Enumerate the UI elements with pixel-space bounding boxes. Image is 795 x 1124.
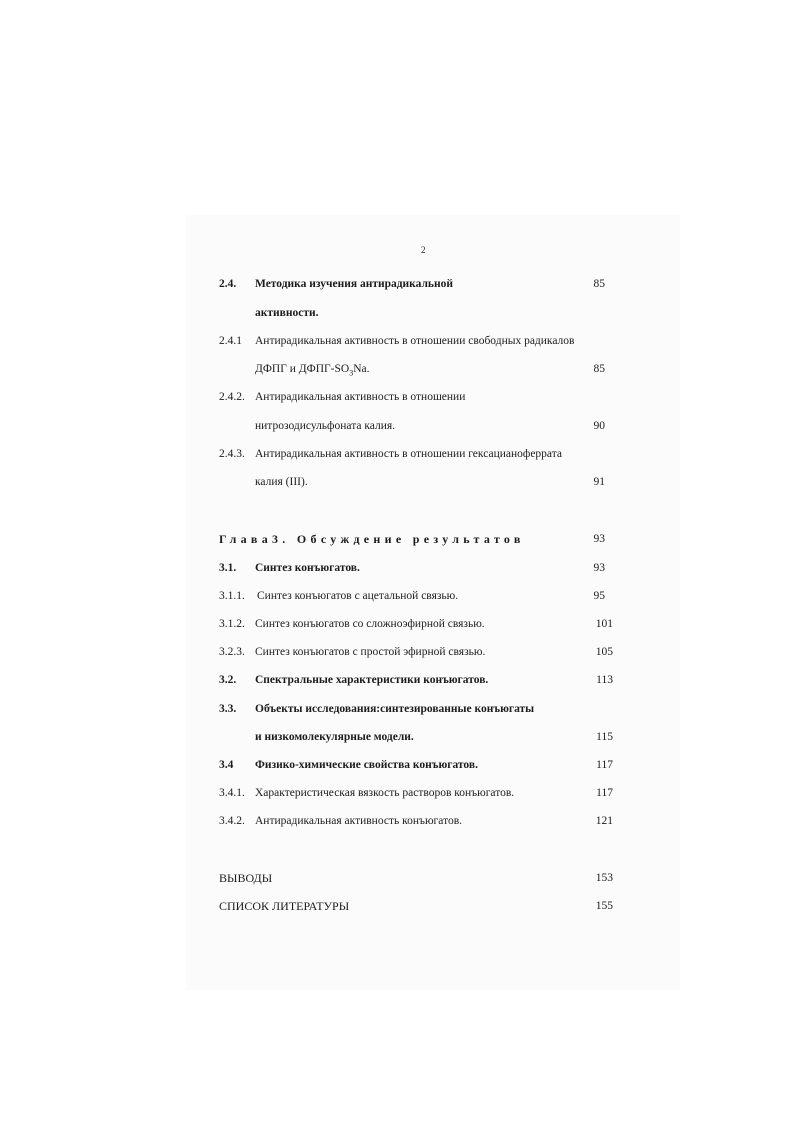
toc-number: 2.4.1 <box>219 335 242 347</box>
toc-title: Характеристическая вязкость растворов конъюгатов. <box>255 787 515 799</box>
toc-page: 93 <box>593 533 605 545</box>
toc-title: Антирадикальная активность конъюгатов. <box>255 815 463 827</box>
toc-title: Антирадикальная активность в отношении <box>255 391 466 403</box>
toc-page: 105 <box>595 646 613 658</box>
toc-page: 153 <box>595 872 613 884</box>
toc-title: Синтез конъюгатов с ацетальной связью. <box>257 590 459 602</box>
toc-title: Синтез конъюгатов с простой эфирной связью. <box>255 646 486 658</box>
toc-title: Методика изучения антирадикальной <box>255 278 454 290</box>
toc-number: 3.1.1. <box>219 590 245 602</box>
toc-page: 155 <box>595 900 613 912</box>
toc-title-continued: калия (III). <box>255 476 308 488</box>
toc-page: 101 <box>595 618 613 630</box>
toc-title: Антирадикальная активность в отношении свободных радикалов <box>255 335 575 347</box>
toc-number: 3.3. <box>219 703 237 715</box>
toc-number: 3.2.3. <box>219 646 245 658</box>
formula-subscript: 3 <box>349 368 354 378</box>
toc-number: 3.4.2. <box>219 815 245 827</box>
toc-title-continued <box>255 362 370 376</box>
toc-number: 2.4.3. <box>219 448 245 460</box>
formula-prefix: ДФПГ и ДФПГ-SO <box>255 363 350 375</box>
toc-number: 2.4. <box>219 278 237 290</box>
toc-page: 95 <box>593 590 605 602</box>
toc-title-continued: активности. <box>255 307 319 319</box>
toc-title: Синтез конъюгатов. <box>255 562 360 574</box>
toc-number: 2.4.2. <box>219 391 245 403</box>
toc-page: 117 <box>596 787 613 799</box>
toc-number: 3.4 <box>219 759 234 771</box>
page-number: 2 <box>421 245 426 255</box>
toc-title-continued: нитрозодисульфоната калия. <box>255 420 396 432</box>
toc-title: Физико-химические свойства конъюгатов. <box>255 759 478 771</box>
toc-title: Спектральные характеристики конъюгатов. <box>255 674 489 686</box>
conclusions-title: ВЫВОДЫ <box>219 871 273 885</box>
toc-number: 3.4.1. <box>219 787 245 799</box>
toc-title: Антирадикальная активность в отношении гексацианоферрата <box>255 448 563 460</box>
references-title: СПИСОК ЛИТЕРАТУРЫ <box>219 899 350 913</box>
toc-number: 3.1. <box>219 562 237 574</box>
toc-page: 91 <box>593 476 605 488</box>
toc-page: 113 <box>596 674 613 686</box>
toc-page: 85 <box>593 363 605 375</box>
toc-page: 121 <box>595 815 613 827</box>
toc-number: 3.2. <box>219 674 237 686</box>
toc-number: 3.1.2. <box>219 618 245 630</box>
toc-page: 115 <box>596 731 613 743</box>
toc-title-continued: и низкомолекулярные модели. <box>255 731 414 743</box>
toc-page: 85 <box>593 278 605 290</box>
toc-page: 117 <box>596 759 613 771</box>
toc-page: 93 <box>593 562 605 574</box>
toc-title: Синтез конъюгатов со сложноэфирной связью. <box>255 618 485 630</box>
chapter-title: Глава3. Обсуждение результатов <box>219 532 525 546</box>
toc-page: 90 <box>593 420 605 432</box>
toc-title: Объекты исследования:синтезированные конъюгаты <box>255 703 535 715</box>
formula-suffix: Na. <box>353 363 370 375</box>
